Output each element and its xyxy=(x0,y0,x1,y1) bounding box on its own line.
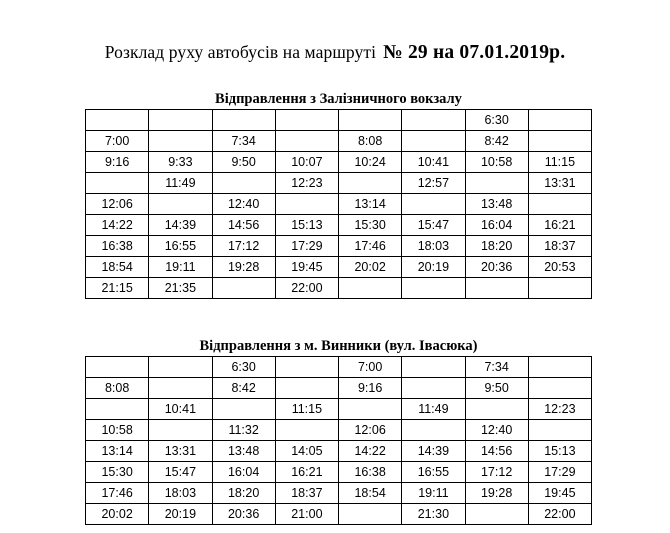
departure-time-cell: 14:05 xyxy=(275,441,338,462)
empty-cell xyxy=(402,420,465,441)
departure-time-cell: 12:40 xyxy=(465,420,528,441)
schedule-table-railway-station xyxy=(85,109,592,299)
departure-time-cell: 22:00 xyxy=(275,278,338,299)
departure-time-cell: 14:39 xyxy=(149,215,212,236)
departure-time-cell: 14:56 xyxy=(465,441,528,462)
departure-time-cell: 17:46 xyxy=(339,236,402,257)
empty-cell xyxy=(149,357,212,378)
departure-time-cell: 19:28 xyxy=(465,483,528,504)
departure-time-cell: 19:45 xyxy=(528,483,591,504)
departure-time-cell: 8:42 xyxy=(212,378,275,399)
departure-time-cell: 20:36 xyxy=(212,504,275,525)
departure-time-cell: 9:33 xyxy=(149,152,212,173)
table-row xyxy=(86,378,592,399)
departure-time-cell: 20:53 xyxy=(528,257,591,278)
empty-cell xyxy=(149,110,212,131)
departure-time-cell: 9:50 xyxy=(465,378,528,399)
page-title-route: № 29 на 07.01.2019р. xyxy=(383,42,566,63)
schedule-table-body-railway-station xyxy=(86,110,592,299)
departure-time-cell: 14:22 xyxy=(86,215,149,236)
departure-time-cell: 11:15 xyxy=(528,152,591,173)
departure-time-cell: 21:30 xyxy=(402,504,465,525)
table-row xyxy=(86,152,592,173)
departure-time-cell: 12:06 xyxy=(86,194,149,215)
departure-time-cell: 13:48 xyxy=(465,194,528,215)
departure-time-cell: 18:37 xyxy=(275,483,338,504)
departure-time-cell: 22:00 xyxy=(528,504,591,525)
departure-time-cell: 8:42 xyxy=(465,131,528,152)
departure-time-cell: 11:15 xyxy=(275,399,338,420)
departure-time-cell: 6:30 xyxy=(465,110,528,131)
page-title-main: Розклад руху автобусів на маршруті xyxy=(104,42,377,62)
departure-time-cell: 12:06 xyxy=(339,420,402,441)
table-row xyxy=(86,399,592,420)
table-row xyxy=(86,110,592,131)
empty-cell xyxy=(212,110,275,131)
departure-time-cell: 15:30 xyxy=(339,215,402,236)
empty-cell xyxy=(528,194,591,215)
departure-time-cell: 9:16 xyxy=(339,378,402,399)
departure-time-cell: 11:49 xyxy=(149,173,212,194)
empty-cell xyxy=(402,278,465,299)
departure-time-cell: 18:03 xyxy=(402,236,465,257)
departure-time-cell: 15:30 xyxy=(86,462,149,483)
departure-time-cell: 16:21 xyxy=(528,215,591,236)
empty-cell xyxy=(402,378,465,399)
departure-time-cell: 10:24 xyxy=(339,152,402,173)
table-row xyxy=(86,420,592,441)
departure-time-cell: 17:29 xyxy=(528,462,591,483)
empty-cell xyxy=(86,357,149,378)
departure-time-cell: 16:04 xyxy=(212,462,275,483)
departure-time-cell: 14:56 xyxy=(212,215,275,236)
departure-time-cell: 19:45 xyxy=(275,257,338,278)
departure-time-cell: 18:03 xyxy=(149,483,212,504)
empty-cell xyxy=(402,194,465,215)
empty-cell xyxy=(402,131,465,152)
departure-time-cell: 21:15 xyxy=(86,278,149,299)
table-row xyxy=(86,215,592,236)
departure-time-cell: 12:40 xyxy=(212,194,275,215)
empty-cell xyxy=(402,357,465,378)
empty-cell xyxy=(339,278,402,299)
empty-cell xyxy=(339,173,402,194)
departure-time-cell: 11:32 xyxy=(212,420,275,441)
empty-cell xyxy=(212,278,275,299)
departure-time-cell: 14:39 xyxy=(402,441,465,462)
table-row xyxy=(86,173,592,194)
schedule-block-railway-station xyxy=(85,90,592,299)
empty-cell xyxy=(528,131,591,152)
empty-cell xyxy=(528,278,591,299)
departure-time-cell: 6:30 xyxy=(212,357,275,378)
departure-time-cell: 16:21 xyxy=(275,462,338,483)
departure-time-cell: 16:55 xyxy=(402,462,465,483)
departure-time-cell: 13:48 xyxy=(212,441,275,462)
departure-time-cell: 12:57 xyxy=(402,173,465,194)
departure-time-cell: 20:02 xyxy=(86,504,149,525)
empty-cell xyxy=(275,110,338,131)
departure-time-cell: 20:36 xyxy=(465,257,528,278)
departure-time-cell: 10:58 xyxy=(86,420,149,441)
table-caption-railway-station: Відправлення з Залізничного вокзалу xyxy=(215,91,462,107)
empty-cell xyxy=(86,110,149,131)
empty-cell xyxy=(149,378,212,399)
departure-time-cell: 18:20 xyxy=(212,483,275,504)
empty-cell xyxy=(275,378,338,399)
schedule-table-body-vynnyky xyxy=(86,357,592,525)
departure-time-cell: 10:41 xyxy=(402,152,465,173)
empty-cell xyxy=(86,173,149,194)
departure-time-cell: 16:38 xyxy=(86,236,149,257)
departure-time-cell: 16:38 xyxy=(339,462,402,483)
empty-cell xyxy=(465,173,528,194)
page-title xyxy=(0,42,670,64)
departure-time-cell: 17:46 xyxy=(86,483,149,504)
empty-cell xyxy=(149,131,212,152)
table-row xyxy=(86,357,592,378)
departure-time-cell: 18:37 xyxy=(528,236,591,257)
table-row xyxy=(86,462,592,483)
departure-time-cell: 15:47 xyxy=(402,215,465,236)
empty-cell xyxy=(339,399,402,420)
empty-cell xyxy=(275,357,338,378)
departure-time-cell: 8:08 xyxy=(86,378,149,399)
empty-cell xyxy=(465,278,528,299)
empty-cell xyxy=(86,399,149,420)
table-row xyxy=(86,236,592,257)
departure-time-cell: 9:50 xyxy=(212,152,275,173)
departure-time-cell: 20:19 xyxy=(149,504,212,525)
departure-time-cell: 11:49 xyxy=(402,399,465,420)
departure-time-cell: 13:31 xyxy=(149,441,212,462)
departure-time-cell: 12:23 xyxy=(528,399,591,420)
departure-time-cell: 9:16 xyxy=(86,152,149,173)
departure-time-cell: 20:02 xyxy=(339,257,402,278)
table-row xyxy=(86,278,592,299)
departure-time-cell: 20:19 xyxy=(402,257,465,278)
empty-cell xyxy=(275,194,338,215)
empty-cell xyxy=(275,420,338,441)
departure-time-cell: 10:41 xyxy=(149,399,212,420)
empty-cell xyxy=(212,399,275,420)
departure-time-cell: 12:23 xyxy=(275,173,338,194)
empty-cell xyxy=(528,420,591,441)
departure-time-cell: 15:13 xyxy=(275,215,338,236)
empty-cell xyxy=(402,110,465,131)
table-row xyxy=(86,483,592,504)
departure-time-cell: 21:00 xyxy=(275,504,338,525)
table-row xyxy=(86,131,592,152)
departure-time-cell: 18:54 xyxy=(339,483,402,504)
departure-time-cell: 19:11 xyxy=(149,257,212,278)
table-row xyxy=(86,194,592,215)
empty-cell xyxy=(149,194,212,215)
empty-cell xyxy=(528,110,591,131)
table-row xyxy=(86,257,592,278)
departure-time-cell: 8:08 xyxy=(339,131,402,152)
empty-cell xyxy=(528,357,591,378)
departure-time-cell: 17:29 xyxy=(275,236,338,257)
departure-time-cell: 16:04 xyxy=(465,215,528,236)
departure-time-cell: 10:07 xyxy=(275,152,338,173)
empty-cell xyxy=(212,173,275,194)
table-row xyxy=(86,441,592,462)
empty-cell xyxy=(339,110,402,131)
schedule-block-vynnyky xyxy=(85,337,592,525)
departure-time-cell: 14:22 xyxy=(339,441,402,462)
departure-time-cell: 7:00 xyxy=(339,357,402,378)
departure-time-cell: 15:47 xyxy=(149,462,212,483)
empty-cell xyxy=(275,131,338,152)
departure-time-cell: 19:28 xyxy=(212,257,275,278)
empty-cell xyxy=(149,420,212,441)
empty-cell xyxy=(465,399,528,420)
empty-cell xyxy=(465,504,528,525)
empty-cell xyxy=(339,504,402,525)
departure-time-cell: 7:34 xyxy=(465,357,528,378)
schedule-table-vynnyky xyxy=(85,356,592,525)
departure-time-cell: 17:12 xyxy=(212,236,275,257)
departure-time-cell: 18:54 xyxy=(86,257,149,278)
departure-time-cell: 13:31 xyxy=(528,173,591,194)
departure-time-cell: 13:14 xyxy=(86,441,149,462)
departure-time-cell: 13:14 xyxy=(339,194,402,215)
table-caption-vynnyky: Відправлення з м. Винники (вул. Івасюка) xyxy=(199,338,478,354)
departure-time-cell: 15:13 xyxy=(528,441,591,462)
table-row xyxy=(86,504,592,525)
departure-time-cell: 10:58 xyxy=(465,152,528,173)
departure-time-cell: 17:12 xyxy=(465,462,528,483)
departure-time-cell: 18:20 xyxy=(465,236,528,257)
departure-time-cell: 21:35 xyxy=(149,278,212,299)
departure-time-cell: 19:11 xyxy=(402,483,465,504)
departure-time-cell: 16:55 xyxy=(149,236,212,257)
departure-time-cell: 7:00 xyxy=(86,131,149,152)
empty-cell xyxy=(528,378,591,399)
departure-time-cell: 7:34 xyxy=(212,131,275,152)
